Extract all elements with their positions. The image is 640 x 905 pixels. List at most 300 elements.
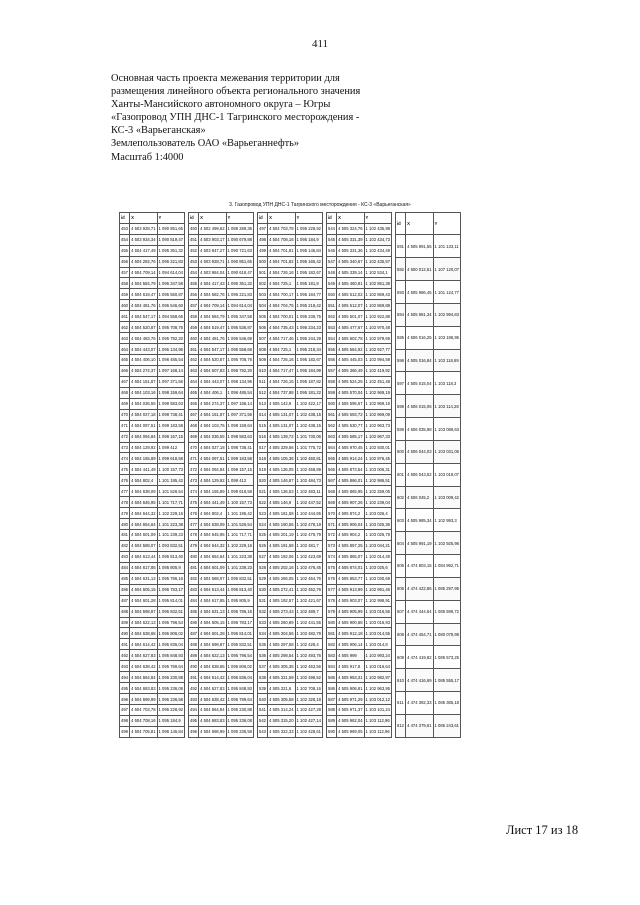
point-id-cell: 592 <box>396 258 406 281</box>
y-coordinate-cell: 1 102 922,88 <box>364 311 391 322</box>
x-coordinate-cell: 4 504 735,43 <box>268 322 295 333</box>
table-row <box>258 453 323 464</box>
point-id-cell: 561 <box>327 409 337 420</box>
y-coordinate-cell: 1 103 030,69 <box>364 573 391 584</box>
y-coordinate-cell: 1 103 086,63 <box>433 418 460 441</box>
y-coordinate-cell: 1 103 112,96 <box>364 726 391 737</box>
y-coordinate-cell: 1 095 351,32 <box>226 278 253 289</box>
table-row <box>258 540 323 551</box>
point-id-cell: 496 <box>189 726 199 737</box>
x-coordinate-cell: 4 505 512,07 <box>337 300 364 311</box>
table-row <box>120 475 185 486</box>
point-id-cell: 486 <box>189 617 199 628</box>
x-coordinate-cell: 4 504 698,99 <box>199 726 226 737</box>
x-coordinate-cell: 4 505 970,45 <box>337 442 364 453</box>
point-id-cell: 490 <box>189 661 199 672</box>
table-row <box>258 715 323 726</box>
y-coordinate-cell: 1 102 444,65 <box>295 508 322 519</box>
y-coordinate-cell: 1 095 796,54 <box>157 617 184 628</box>
y-coordinate-cell: 1 095 184,99 <box>295 365 322 376</box>
table-row <box>189 508 254 519</box>
header-line: Основная часть проекта межевания территории для <box>111 73 340 84</box>
point-id-cell: 478 <box>120 497 130 508</box>
table-row <box>120 376 185 387</box>
y-coordinate-cell: 1 097 371,56 <box>226 409 253 420</box>
table-row <box>120 551 185 562</box>
point-id-cell: 548 <box>327 267 337 278</box>
point-id-cell: 519 <box>258 464 268 475</box>
table-header-row <box>189 213 254 224</box>
y-coordinate-cell: 1 102 498,52 <box>295 672 322 683</box>
table-row <box>396 235 461 258</box>
x-coordinate-cell: 4 504 519,47 <box>199 322 226 333</box>
table-row <box>327 540 392 551</box>
table-row <box>327 223 392 234</box>
table-row <box>327 519 392 530</box>
table-row <box>120 584 185 595</box>
x-coordinate-cell: 4 505 985,34 <box>406 509 433 532</box>
x-coordinate-cell: 4 505 477,67 <box>337 322 364 333</box>
x-coordinate-cell: 4 504 664,84 <box>199 705 226 716</box>
x-coordinate-cell: 4 503 903,17 <box>199 234 226 245</box>
y-coordinate-cell: 1 095 832,51 <box>226 573 253 584</box>
y-coordinate-cell: 1 095 813,40 <box>157 551 184 562</box>
point-id-cell: 607 <box>396 600 406 623</box>
x-coordinate-cell: 4 474 416,69 <box>406 669 433 692</box>
x-coordinate-cell: 4 505 146,87 <box>268 475 295 486</box>
y-coordinate-cell: 1 095 228,92 <box>295 223 322 234</box>
point-id-cell: 481 <box>120 530 130 541</box>
y-coordinate-cell: 1 095 218,34 <box>295 344 322 355</box>
y-coordinate-cell: 1 102 483,11 <box>295 486 322 497</box>
x-coordinate-cell: 4 504 617,85 <box>199 595 226 606</box>
x-coordinate-cell: 4 505 906,14 <box>337 639 364 650</box>
y-coordinate-cell: 1 094 614,04 <box>226 300 253 311</box>
y-coordinate-cell: 1 102 482,79 <box>295 628 322 639</box>
point-id-cell: 564 <box>327 442 337 453</box>
x-coordinate-cell: 4 505 016,84 <box>406 349 433 372</box>
x-coordinate-cell: 4 504 802,4 <box>199 508 226 519</box>
point-id-cell: 585 <box>327 672 337 683</box>
y-coordinate-cell: 1 102 994,59 <box>364 355 391 366</box>
y-coordinate-cell: 1 095 347,58 <box>157 278 184 289</box>
x-coordinate-cell: 4 504 584,79 <box>199 311 226 322</box>
table-row <box>258 573 323 584</box>
y-coordinate-cell: 1 095 244,29 <box>295 333 322 344</box>
y-coordinate-cell: 1 102 998,91 <box>364 595 391 606</box>
x-coordinate-cell: 4 505 917,8 <box>337 661 364 672</box>
x-coordinate-cell: 4 504 605,15 <box>130 584 157 595</box>
x-coordinate-cell: 4 504 703,78 <box>130 705 157 716</box>
point-id-cell: 520 <box>258 475 268 486</box>
y-coordinate-cell: 1 095 182,67 <box>295 355 322 366</box>
x-coordinate-cell: 4 505 991,55 <box>406 235 433 258</box>
x-coordinate-cell: 4 505 912,18 <box>337 628 364 639</box>
y-coordinate-cell: 1 097 168,14 <box>226 398 253 409</box>
y-coordinate-cell: 1 102 994,83 <box>433 303 460 326</box>
table-row <box>327 420 392 431</box>
x-coordinate-cell: 4 505 015,04 <box>406 372 433 395</box>
y-coordinate-cell: 1 101 730,06 <box>295 431 322 442</box>
x-coordinate-cell: 4 505 903,07 <box>337 595 364 606</box>
y-coordinate-cell: 1 095 805,9 <box>226 595 253 606</box>
y-coordinate-cell: 1 095 228,92 <box>157 705 184 716</box>
table-row <box>189 519 254 530</box>
table-row <box>327 398 392 409</box>
y-coordinate-cell: 1 103 118,69 <box>433 349 460 372</box>
table-row <box>327 311 392 322</box>
table-row <box>327 661 392 672</box>
y-coordinate-cell: 1 085 243,61 <box>433 714 460 737</box>
x-coordinate-cell: 4 504 638,65 <box>130 628 157 639</box>
x-coordinate-cell: 4 504 507,83 <box>199 365 226 376</box>
coordinate-table <box>188 212 254 738</box>
table-row <box>258 464 323 475</box>
y-coordinate-cell: 1 085 599,72 <box>433 600 460 623</box>
point-id-cell: 459 <box>120 289 130 300</box>
x-coordinate-cell: 4 504 613,44 <box>199 584 226 595</box>
point-id-cell: 498 <box>258 234 268 245</box>
x-coordinate-cell: 4 504 645,95 <box>199 530 226 541</box>
x-coordinate-cell: 4 474 422,86 <box>406 577 433 600</box>
table-row <box>189 540 254 551</box>
y-coordinate-cell: 1 103 014,8 <box>364 639 391 650</box>
y-coordinate-cell: 1 095 558,66 <box>226 344 253 355</box>
table-row <box>258 705 323 716</box>
x-coordinate-cell: 4 505 181,58 <box>268 508 295 519</box>
y-coordinate-cell: 1 101 223,38 <box>226 551 253 562</box>
table-row <box>120 726 185 737</box>
x-coordinate-cell: 4 505 991,19 <box>406 532 433 555</box>
x-coordinate-cell: 4 505 314,24 <box>268 705 295 716</box>
point-id-cell: 491 <box>120 639 130 650</box>
x-coordinate-cell: 4 504 701,82 <box>268 256 295 267</box>
x-coordinate-cell: 4 504 638,42 <box>130 661 157 672</box>
point-id-cell: 518 <box>258 453 268 464</box>
x-coordinate-cell: 4 504 151,87 <box>199 409 226 420</box>
y-coordinate-cell: 1 095 832,51 <box>226 639 253 650</box>
header-line: Землепользователь ОАО «Варьеганнефть» <box>111 138 300 150</box>
x-coordinate-cell: 4 505 857,25 <box>337 540 364 551</box>
point-id-cell: 606 <box>396 577 406 600</box>
header-line: «Газопровод УПН ДНС-1 Тагринского месторождения - <box>111 112 360 124</box>
x-coordinate-cell: 4 506 044,03 <box>406 440 433 463</box>
x-coordinate-cell: 4 505 865,07 <box>337 551 364 562</box>
point-id-cell: 510 <box>258 365 268 376</box>
point-id-cell: 474 <box>189 486 199 497</box>
y-coordinate-cell: 1 102 963,73 <box>364 420 391 431</box>
x-coordinate-cell: 4 504 664,84 <box>130 672 157 683</box>
y-coordinate-cell: 1 095 786,16 <box>157 573 184 584</box>
x-coordinate-cell: 4 504 701,81 <box>268 245 295 256</box>
x-coordinate-cell: 4 474 392,33 <box>406 692 433 715</box>
table-row <box>120 562 185 573</box>
y-coordinate-cell: 1 102 427,14 <box>295 715 322 726</box>
x-coordinate-cell: 4 505 322,33 <box>268 726 295 737</box>
point-id-cell: 479 <box>120 508 130 519</box>
y-coordinate-cell: 1 084 992,71 <box>433 555 460 578</box>
table-row <box>327 376 392 387</box>
table-row <box>189 672 254 683</box>
column-header: X <box>406 213 433 235</box>
table-row <box>189 256 254 267</box>
x-coordinate-cell: 4 505 131,07 <box>268 420 295 431</box>
x-coordinate-cell: 4 504 274,37 <box>199 398 226 409</box>
x-coordinate-cell: 4 505 524,25 <box>337 376 364 387</box>
x-coordinate-cell: 4 504 726,16 <box>268 355 295 366</box>
point-id-cell: 463 <box>189 365 199 376</box>
table-row <box>189 683 254 694</box>
table-row <box>189 387 254 398</box>
table-row <box>189 234 254 245</box>
x-coordinate-cell: 4 505 321,59 <box>268 672 295 683</box>
point-id-cell: 464 <box>189 376 199 387</box>
point-id-cell: 568 <box>327 486 337 497</box>
point-id-cell: 491 <box>189 672 199 683</box>
y-coordinate-cell: 1 101 133,11 <box>433 235 460 258</box>
x-coordinate-cell: 4 505 192,06 <box>268 551 295 562</box>
y-coordinate-cell: 1 102 229,16 <box>226 540 253 551</box>
y-coordinate-cell: 1 101 526,54 <box>226 519 253 530</box>
y-coordinate-cell: 1 095 134,96 <box>157 344 184 355</box>
y-coordinate-cell: 1 095 806,02 <box>157 628 184 639</box>
y-coordinate-cell: 1 102 963,95 <box>364 683 391 694</box>
x-coordinate-cell: 4 504 725,1 <box>268 344 295 355</box>
x-coordinate-cell: 4 505 873,54 <box>337 464 364 475</box>
table-row <box>258 519 323 530</box>
table-row <box>120 595 185 606</box>
y-coordinate-cell: 1 101 223,38 <box>157 519 184 530</box>
point-id-cell: 495 <box>189 715 199 726</box>
x-coordinate-cell: 4 503 934,34 <box>130 234 157 245</box>
y-coordinate-cell: 1 102 422,17 <box>295 398 322 409</box>
y-coordinate-cell: 1 095 814,01 <box>226 628 253 639</box>
y-coordinate-cell: 1 101 124,77 <box>433 281 460 304</box>
y-coordinate-cell: 1 101 717,71 <box>226 530 253 541</box>
table-row <box>258 606 323 617</box>
x-coordinate-cell: 4 505 321,6 <box>268 683 295 694</box>
x-coordinate-cell: 4 504 282,76 <box>130 256 157 267</box>
y-coordinate-cell: 1 103 026,78 <box>364 530 391 541</box>
x-coordinate-cell: 4 506 016,25 <box>406 326 433 349</box>
point-id-cell: 563 <box>327 431 337 442</box>
table-row <box>189 278 254 289</box>
table-row <box>258 344 323 355</box>
x-coordinate-cell: 4 505 969,05 <box>337 726 364 737</box>
x-coordinate-cell: 4 504 622,13 <box>199 650 226 661</box>
x-coordinate-cell: 4 505 315,20 <box>268 715 295 726</box>
y-coordinate-cell: 1 103 118,3 <box>433 372 460 395</box>
coordinate-table <box>119 212 185 738</box>
header-line: Масштаб 1:4000 <box>111 151 184 163</box>
table-row <box>396 326 461 349</box>
point-id-cell: 589 <box>327 715 337 726</box>
y-coordinate-cell: 1 090 618,47 <box>226 267 253 278</box>
x-coordinate-cell: 4 505 999 <box>337 650 364 661</box>
x-coordinate-cell: 4 505 139,72 <box>268 431 295 442</box>
y-coordinate-cell: 1 095 221,83 <box>157 256 184 267</box>
table-row <box>327 672 392 683</box>
point-id-cell: 475 <box>120 464 130 475</box>
y-coordinate-cell: 1 101 195,42 <box>226 508 253 519</box>
x-coordinate-cell: 4 504 617,85 <box>130 562 157 573</box>
point-id-cell: 467 <box>189 409 199 420</box>
table-row <box>120 409 185 420</box>
y-coordinate-cell: 1 090 819,47 <box>157 234 184 245</box>
y-coordinate-cell: 1 099 183,58 <box>226 453 253 464</box>
column-header: X <box>337 213 364 224</box>
table-row <box>189 694 254 705</box>
point-id-cell: 460 <box>120 300 130 311</box>
y-coordinate-cell: 1 102 428,61 <box>295 726 322 737</box>
y-coordinate-cell: 1 095 230,88 <box>226 705 253 716</box>
table-row <box>258 278 323 289</box>
point-id-cell: 598 <box>396 395 406 418</box>
y-coordinate-cell: 1 102 976,45 <box>364 453 391 464</box>
x-coordinate-cell: 4 504 520,87 <box>130 322 157 333</box>
point-id-cell: 529 <box>258 573 268 584</box>
x-coordinate-cell: 4 504 726,16 <box>268 267 295 278</box>
point-id-cell: 574 <box>327 551 337 562</box>
x-coordinate-cell: 4 505 297,58 <box>268 639 295 650</box>
x-coordinate-cell: 4 504 703,78 <box>268 223 295 234</box>
y-coordinate-cell: 1 102 869,43 <box>364 289 391 300</box>
x-coordinate-cell: 4 505 904,2 <box>337 530 364 541</box>
y-coordinate-cell: 1 088 289,35 <box>226 223 253 234</box>
y-coordinate-cell: 1 099 412 <box>226 475 253 486</box>
table-row <box>327 365 392 376</box>
y-coordinate-cell: 1 103 016,93 <box>364 617 391 628</box>
table-row <box>120 683 185 694</box>
table-row <box>120 398 185 409</box>
x-coordinate-cell: 4 505 570,04 <box>337 387 364 398</box>
x-coordinate-cell: 4 505 853,77 <box>337 573 364 584</box>
y-coordinate-cell: 1 090 721,63 <box>226 245 253 256</box>
table-row <box>258 409 323 420</box>
point-id-cell: 471 <box>189 453 199 464</box>
column-header: X <box>199 213 226 224</box>
y-coordinate-cell: 1 103 012,12 <box>364 694 391 705</box>
point-id-cell: 460 <box>189 333 199 344</box>
point-id-cell: 601 <box>396 463 406 486</box>
table-row <box>120 245 185 256</box>
x-coordinate-cell: 4 505 874,2 <box>337 508 364 519</box>
y-coordinate-cell: 1 099 157,15 <box>157 431 184 442</box>
x-coordinate-cell: 4 474 379,61 <box>406 714 433 737</box>
table-row <box>327 234 392 245</box>
x-coordinate-cell: 4 504 406,10 <box>130 355 157 366</box>
point-id-cell: 517 <box>258 442 268 453</box>
point-id-cell: 462 <box>189 355 199 366</box>
table-row <box>258 486 323 497</box>
table-row <box>120 617 185 628</box>
x-coordinate-cell: 4 504 129,92 <box>130 442 157 453</box>
table-row <box>396 463 461 486</box>
point-id-cell: 604 <box>396 532 406 555</box>
x-coordinate-cell: 4 504 638,09 <box>130 486 157 497</box>
table-row <box>396 555 461 578</box>
y-coordinate-cell: 1 102 441,55 <box>295 617 322 628</box>
y-coordinate-cell: 1 103 006,31 <box>364 464 391 475</box>
y-coordinate-cell: 1 095 783,17 <box>226 617 253 628</box>
table-row <box>327 562 392 573</box>
x-coordinate-cell: 4 505 366,49 <box>337 365 364 376</box>
point-id-cell: 479 <box>189 540 199 551</box>
point-id-cell: 530 <box>258 584 268 595</box>
x-coordinate-cell: 4 474 803,15 <box>406 555 433 578</box>
x-coordinate-cell: 4 505 305,38 <box>268 661 295 672</box>
table-row <box>258 234 323 245</box>
table-row <box>327 333 392 344</box>
table-row <box>327 355 392 366</box>
x-coordinate-cell: 4 504 726,16 <box>268 376 295 387</box>
y-coordinate-cell: 1 097 168,14 <box>157 365 184 376</box>
table-row <box>258 431 323 442</box>
y-coordinate-cell: 1 096 485,54 <box>157 355 184 366</box>
x-coordinate-cell: 4 505 866,01 <box>337 475 364 486</box>
x-coordinate-cell: 4 504 683,83 <box>199 715 226 726</box>
y-coordinate-cell: 1 095 708,76 <box>226 355 253 366</box>
y-coordinate-cell: 1 095 236,58 <box>226 726 253 737</box>
y-coordinate-cell: 1 102 229,16 <box>157 508 184 519</box>
y-coordinate-cell: 1 103 026,4 <box>364 508 391 519</box>
x-coordinate-cell: 4 505 304,56 <box>268 628 295 639</box>
point-id-cell: 579 <box>327 606 337 617</box>
x-coordinate-cell: 4 504 601,09 <box>130 530 157 541</box>
point-id-cell: 595 <box>396 326 406 349</box>
point-id-cell: 596 <box>396 349 406 372</box>
table-row <box>189 409 254 420</box>
point-id-cell: 480 <box>120 519 130 530</box>
x-coordinate-cell: 4 504 601,28 <box>130 595 157 606</box>
x-coordinate-cell: 4 504 582,76 <box>199 289 226 300</box>
coordinate-table <box>395 212 461 738</box>
y-coordinate-cell: 1 095 181,22 <box>295 387 322 398</box>
x-coordinate-cell: 4 505 190,55 <box>268 519 295 530</box>
point-id-cell: 488 <box>189 639 199 650</box>
y-coordinate-cell: 1 103 009,42 <box>433 486 460 509</box>
point-id-cell: 521 <box>258 486 268 497</box>
table-row <box>258 289 323 300</box>
x-coordinate-cell: 4 504 103,76 <box>199 420 226 431</box>
table-row <box>120 672 185 683</box>
y-coordinate-cell: 1 095 792,20 <box>157 333 184 344</box>
table-row <box>327 453 392 464</box>
y-coordinate-cell: 1 100 157,73 <box>226 497 253 508</box>
x-coordinate-cell: 4 505 329,56 <box>268 442 295 453</box>
table-row <box>189 365 254 376</box>
table-header-row <box>396 213 461 235</box>
x-coordinate-cell: 4 504 036,55 <box>130 398 157 409</box>
y-coordinate-cell: 1 095 184,77 <box>295 289 322 300</box>
table-row <box>189 376 254 387</box>
x-coordinate-cell: 4 504 094,84 <box>130 431 157 442</box>
point-id-cell: 478 <box>189 530 199 541</box>
y-coordinate-cell: 1 102 435,98 <box>364 223 391 234</box>
point-id-cell: 543 <box>258 726 268 737</box>
table-row <box>120 497 185 508</box>
table-row <box>327 344 392 355</box>
y-coordinate-cell: 1 102 419,92 <box>364 365 391 376</box>
y-coordinate-cell: 1 102 458,89 <box>295 464 322 475</box>
x-coordinate-cell: 4 506 035,98 <box>406 418 433 441</box>
point-id-cell: 485 <box>120 573 130 584</box>
x-coordinate-cell: 4 505 906,04 <box>337 519 364 530</box>
point-id-cell: 454 <box>120 234 130 245</box>
x-coordinate-cell: 4 505 191,58 <box>268 540 295 551</box>
point-id-cell: 476 <box>120 475 130 486</box>
table-row <box>396 714 461 737</box>
